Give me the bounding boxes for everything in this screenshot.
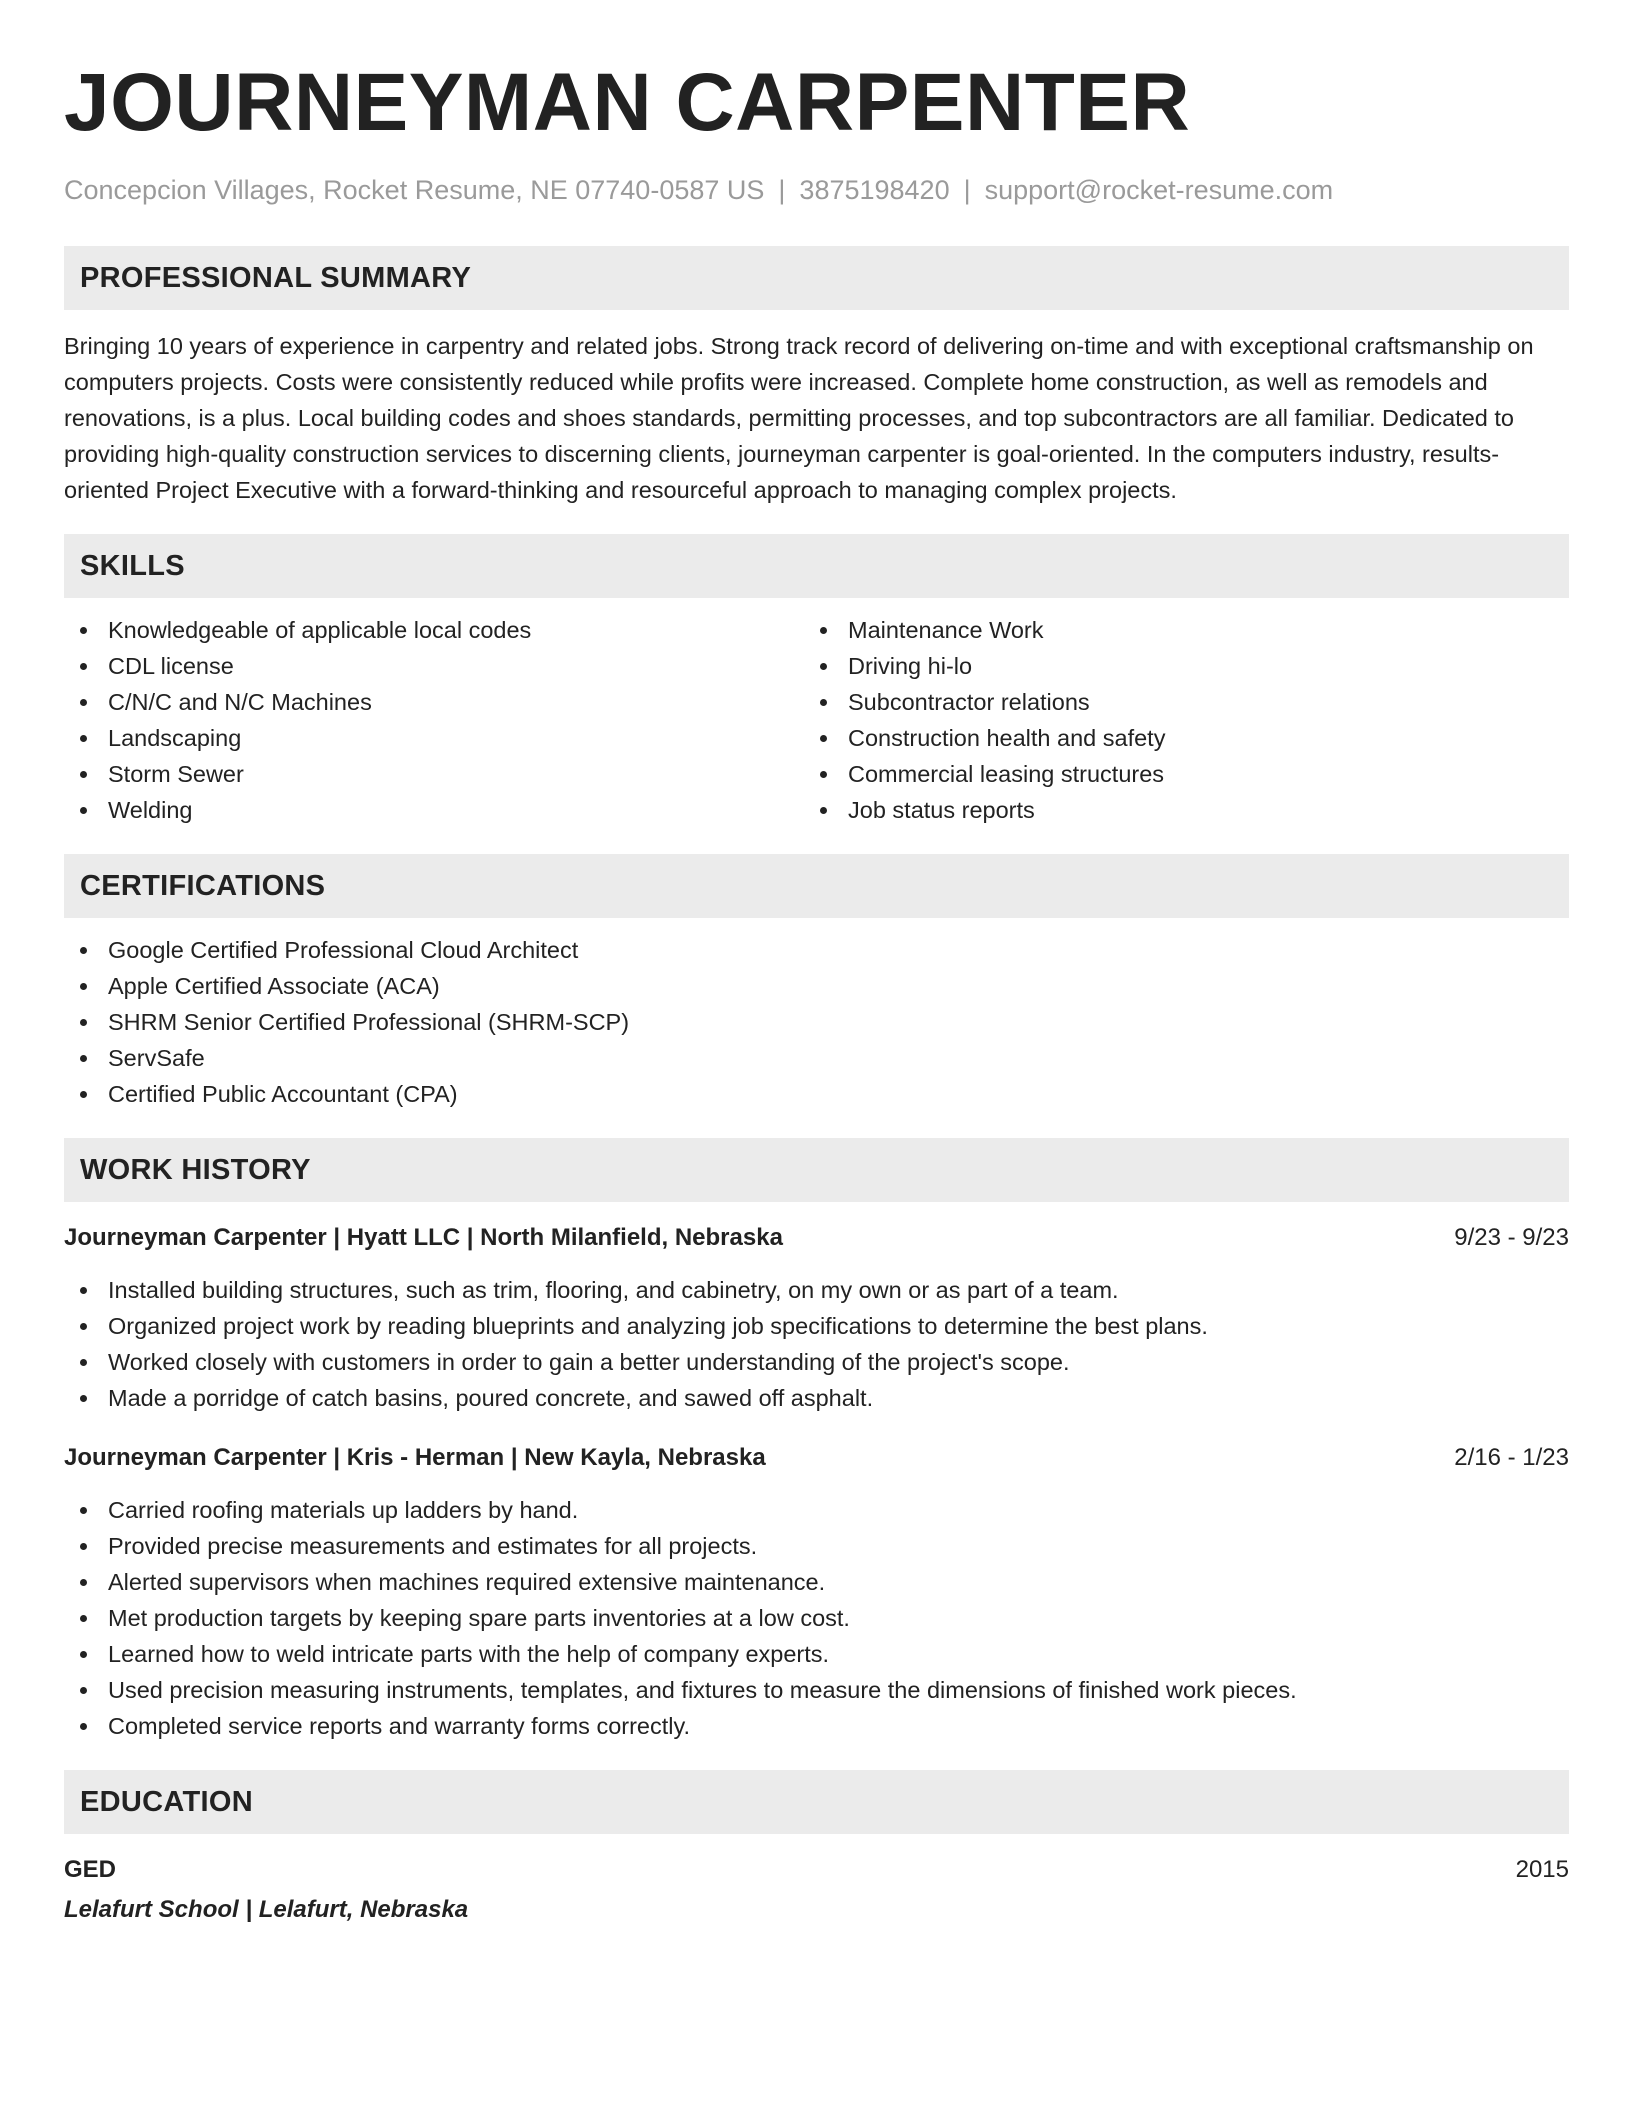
job-title: Journeyman Carpenter | Kris - Herman | New Kayla, Nebraska: [64, 1444, 766, 1472]
skills-grid: [64, 612, 1569, 828]
job-duties-list: [64, 1272, 1569, 1416]
section-header-work-history: WORK HISTORY: [64, 1138, 1569, 1202]
job-heading-row: [64, 1220, 1569, 1256]
job-dates: 9/23 - 9/23: [1454, 1224, 1569, 1252]
job-entry: [64, 1220, 1569, 1416]
skills-list-right: [804, 612, 1544, 828]
contact-separator: |: [963, 175, 971, 205]
section-header-certifications: CERTIFICATIONS: [64, 854, 1569, 918]
skills-column-right: [804, 612, 1544, 828]
job-duties-list: [64, 1492, 1569, 1744]
skill-item: Welding: [64, 792, 804, 828]
section-header-skills: SKILLS: [64, 534, 1569, 598]
job-title: Journeyman Carpenter | Hyatt LLC | North Milanfield, Nebraska: [64, 1224, 783, 1252]
skills-column-left: [64, 612, 804, 828]
contact-separator: |: [778, 175, 786, 205]
contact-line: [64, 174, 1569, 206]
job-duty: Provided precise measurements and estimates for all projects.: [64, 1528, 1569, 1564]
skill-item: Landscaping: [64, 720, 804, 756]
job-duty: Alerted supervisors when machines required extensive maintenance.: [64, 1564, 1569, 1600]
skill-item: C/N/C and N/C Machines: [64, 684, 804, 720]
skill-item: Subcontractor relations: [804, 684, 1544, 720]
certifications-list: [64, 932, 1569, 1112]
skill-item: Maintenance Work: [804, 612, 1544, 648]
job-duty: Used precision measuring instruments, templates, and fixtures to measure the dimensions of finished work pieces.: [64, 1672, 1569, 1708]
education-entry: [64, 1852, 1569, 1928]
skill-item: CDL license: [64, 648, 804, 684]
summary-text: Bringing 10 years of experience in carpentry and related jobs. Strong track record of delivering on-time and with exceptional craftsmanship on computers projects. Costs were consistently reduced while profits were increased. Complete home construction, as well as remodels and renovations, is a plus. Local building codes and shoes standards, permitting processes, and top subcontractors are all familiar. Dedicated to providing high-quality construction services to discerning clients, journeyman carpenter is goal-oriented. In the computers industry, results-oriented Project Executive with a forward-thinking and resourceful approach to managing complex projects.: [64, 333, 1534, 504]
certification-item: Google Certified Professional Cloud Architect: [64, 932, 1569, 968]
job-duty: Installed building structures, such as trim, flooring, and cabinetry, on my own or as part of a team.: [64, 1272, 1569, 1308]
education-year: 2015: [1515, 1856, 1569, 1884]
skill-item: Knowledgeable of applicable local codes: [64, 612, 804, 648]
skill-item: Job status reports: [804, 792, 1544, 828]
education-degree: GED: [64, 1856, 117, 1884]
education-heading-row: [64, 1852, 1569, 1888]
certification-item: Certified Public Accountant (CPA): [64, 1076, 1569, 1112]
job-heading-row: [64, 1440, 1569, 1476]
skill-item: Storm Sewer: [64, 756, 804, 792]
contact-phone: 3875198420: [799, 175, 950, 205]
certification-item: ServSafe: [64, 1040, 1569, 1076]
job-duty: Learned how to weld intricate parts with the help of company experts.: [64, 1636, 1569, 1672]
candidate-name: JOURNEYMAN CARPENTER: [64, 57, 1191, 148]
job-duty: Carried roofing materials up ladders by hand.: [64, 1492, 1569, 1528]
job-duty: Completed service reports and warranty forms correctly.: [64, 1708, 1569, 1744]
job-duty: Worked closely with customers in order to gain a better understanding of the project's scope.: [64, 1344, 1569, 1380]
job-duty: Organized project work by reading blueprints and analyzing job specifications to determine the best plans.: [64, 1308, 1569, 1344]
contact-address: Concepcion Villages, Rocket Resume, NE 07740-0587 US: [64, 175, 765, 205]
section-header-summary: PROFESSIONAL SUMMARY: [64, 246, 1569, 310]
education-school: Lelafurt School | Lelafurt, Nebraska: [64, 1896, 469, 1924]
section-header-education: EDUCATION: [64, 1770, 1569, 1834]
job-entry: [64, 1440, 1569, 1744]
job-duty: Met production targets by keeping spare parts inventories at a low cost.: [64, 1600, 1569, 1636]
skills-list-left: [64, 612, 804, 828]
skill-item: Commercial leasing structures: [804, 756, 1544, 792]
skill-item: Driving hi-lo: [804, 648, 1544, 684]
certification-item: SHRM Senior Certified Professional (SHRM-SCP): [64, 1004, 1569, 1040]
job-dates: 2/16 - 1/23: [1454, 1444, 1569, 1472]
skill-item: Construction health and safety: [804, 720, 1544, 756]
contact-email: support@rocket-resume.com: [984, 175, 1334, 205]
certification-item: Apple Certified Associate (ACA): [64, 968, 1569, 1004]
job-duty: Made a porridge of catch basins, poured concrete, and sawed off asphalt.: [64, 1380, 1569, 1416]
